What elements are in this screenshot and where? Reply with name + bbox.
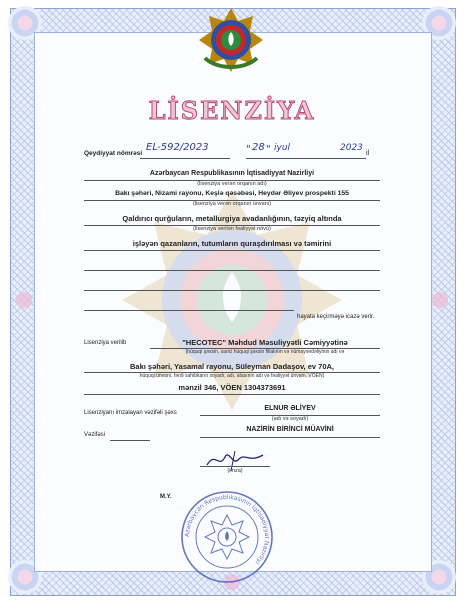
official-stamp-icon bbox=[180, 490, 274, 584]
date-year: 2023 bbox=[340, 143, 363, 153]
activity-line-1: Qaldırıcı qurğuların, metallurgiya avadanlığının, təzyiq altında bbox=[122, 214, 342, 223]
seal-label: M.Y. bbox=[160, 494, 172, 500]
border-ornament bbox=[16, 292, 32, 308]
date-suffix: il bbox=[366, 150, 370, 157]
signer-name-caption: (adı və soyadı) bbox=[271, 416, 309, 422]
blank-line bbox=[84, 270, 380, 271]
activity-line-rule-2 bbox=[84, 250, 380, 251]
date-day: 28 bbox=[252, 142, 265, 153]
issuer-name: Azərbaycan Respublikasının İqtisadiyyat Nazirliyi bbox=[149, 170, 315, 177]
position: NAZİRİN BİRİNCİ MÜAVİNİ bbox=[246, 426, 334, 433]
document-title: LİSENZİYA bbox=[148, 96, 316, 125]
date-close-quote: " bbox=[266, 144, 271, 155]
issuer-name-caption: (lisenziya verən orqanın adı) bbox=[197, 181, 267, 187]
position-line bbox=[200, 437, 380, 438]
recipient-address-caption: hüquqi ünvanı, fərdi sahibkarın soyadı, adı, atasının adı və fəaliyyət ünvanı, VÖEN) bbox=[139, 373, 325, 379]
date-line bbox=[246, 158, 366, 159]
issuer-address: Bakı şəhəri, Nizami rayonu, Keşlə qəsəbəsi, Heydər Əliyev prospekti 155 bbox=[115, 190, 349, 197]
signer-label: Lisenziyanı imzalayan vəzifəli şəxs bbox=[84, 410, 177, 416]
registration-line bbox=[140, 158, 230, 159]
position-lead-line bbox=[110, 440, 150, 441]
transfer-note: hayata keçirməyə icazə verir. bbox=[297, 314, 375, 320]
recipient-address-line-2 bbox=[84, 394, 380, 395]
border-ornament bbox=[432, 292, 448, 308]
recipient-address-1: Bakı şəhəri, Yasamal rayonu, Süleyman Dadaşov, ev 70A, bbox=[130, 362, 334, 371]
signature-line bbox=[200, 466, 270, 467]
recipient-name: "HECOTEC" Məhdud Məsuliyyətli Cəmiyyətinə bbox=[182, 338, 348, 347]
blank-line bbox=[84, 290, 380, 291]
date-month: iyul bbox=[274, 143, 291, 153]
recipient-caption: (hüquqi şəxsin, xarici hüquqi şəxsin filialının və nümayəndəliyinin adı və bbox=[185, 349, 345, 355]
azerbaijan-emblem-icon bbox=[197, 6, 265, 74]
signer-name: ELNUR ƏLİYEV bbox=[264, 405, 316, 412]
activity-caption: (lisenziya verilən fəaliyyət növü) bbox=[193, 226, 271, 232]
registration-number: EL-592/2023 bbox=[146, 142, 209, 153]
issuer-address-caption: (lisenziya verən orqanın ünvanı) bbox=[192, 201, 272, 207]
blank-line bbox=[84, 310, 294, 311]
date-open-quote: " bbox=[246, 144, 251, 155]
stamp-text: Azərbaycan Respublikasının İqtisadiyyat Nazirliyi bbox=[183, 493, 271, 566]
recipient-address-2: mənzil 346, VÖEN 1304373691 bbox=[178, 383, 286, 392]
position-label: Vəzifəsi bbox=[84, 432, 106, 438]
activity-line-2: işləyən qazanların, tutumların quraşdırılması və təmirini bbox=[132, 239, 332, 248]
registration-label: Qeydiyyat nömrəsi bbox=[84, 150, 143, 157]
recipient-label: Lisenziya verilib bbox=[84, 340, 127, 346]
signature-caption: (imza) bbox=[227, 468, 243, 474]
